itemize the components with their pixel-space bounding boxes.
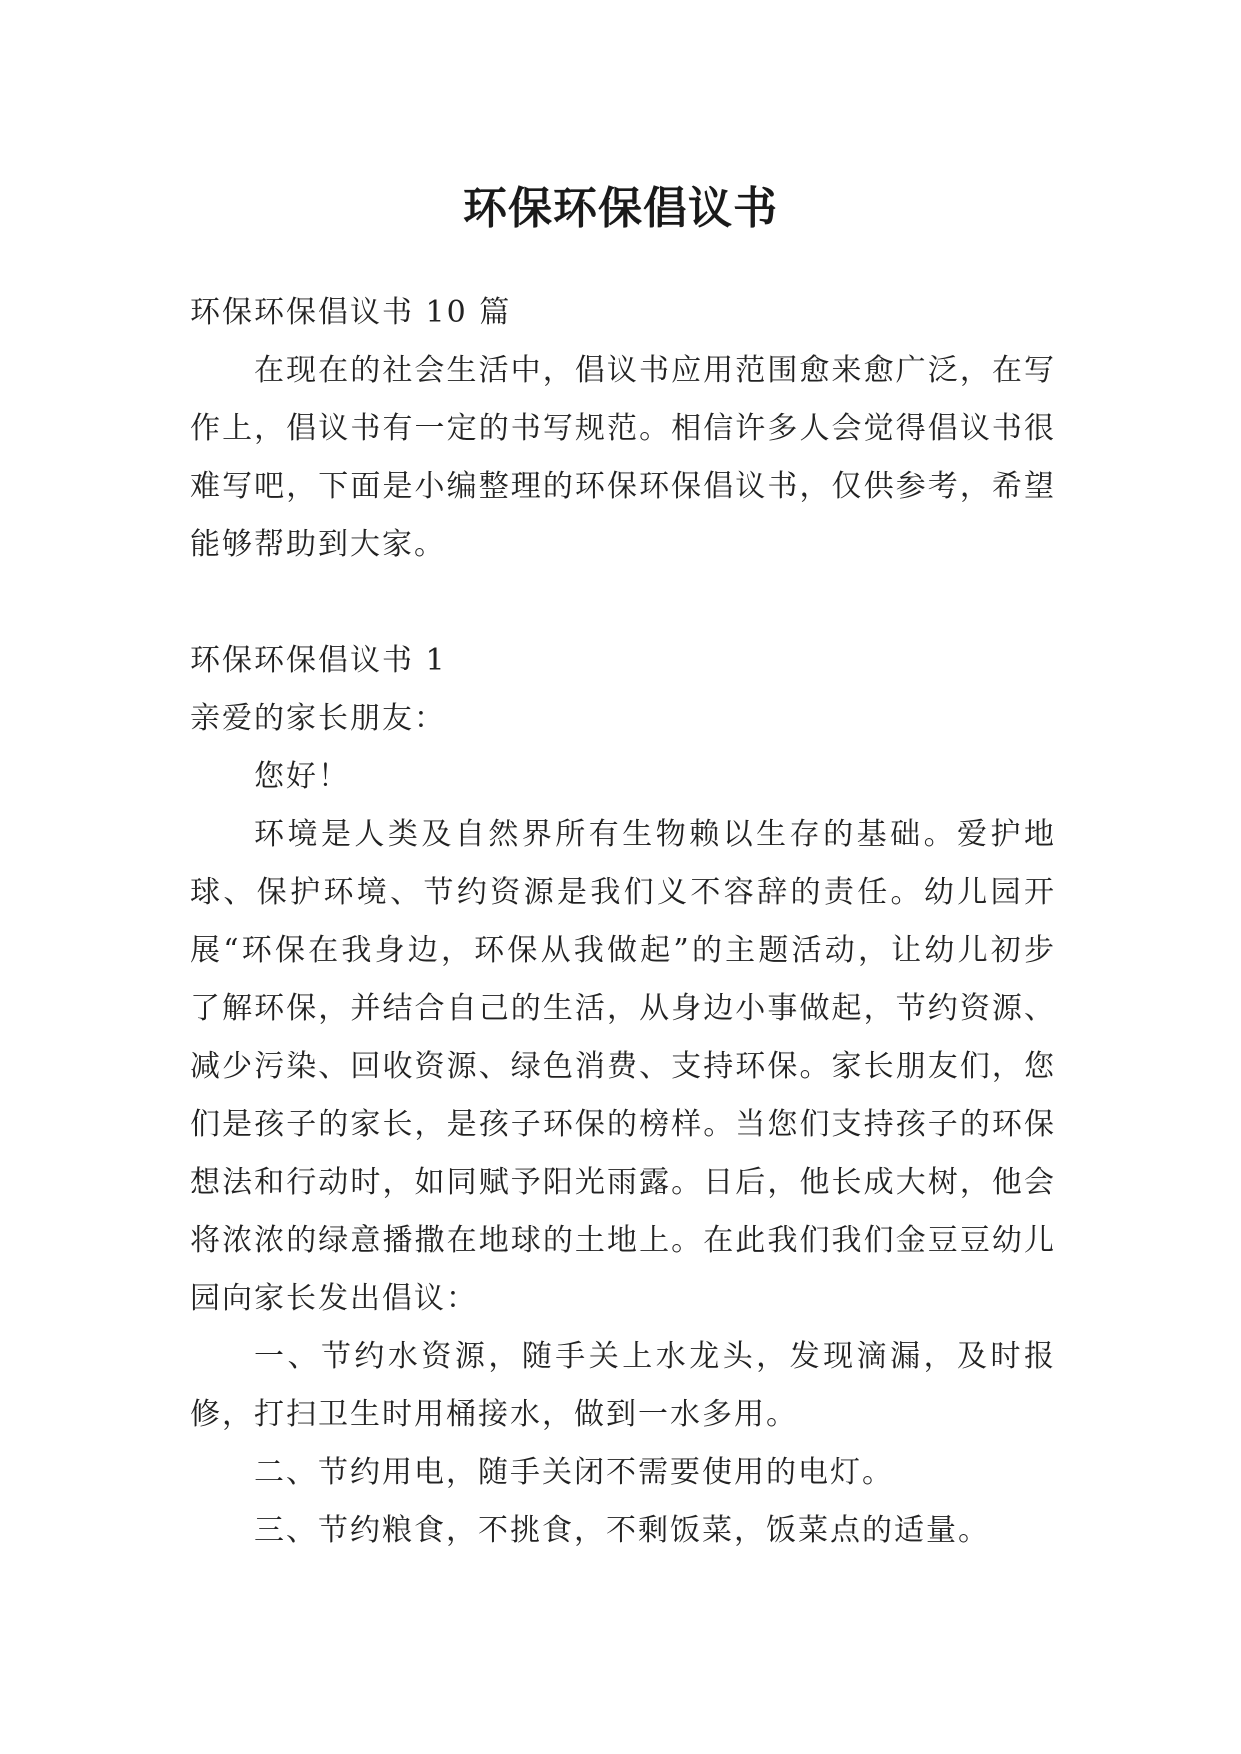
salutation: 亲爱的家长朋友： [190, 701, 446, 736]
collection-subtitle: 环保环保倡议书 10 篇 [190, 295, 512, 330]
proposal-item-2: 二、节约用电，随手关闭不需要使用的电灯。 [254, 1455, 894, 1490]
main-paragraph: 环境是人类及自然界所有生物赖以生存的基础。爱护地球、保护环境、节约资源是我们义不容辞的责任。幼儿园开展“环保在我身边，环保从我做起”的主题活动，让幼儿初步了解环保，并结合自己的生活，从身边小事做起，节约资源、减少污染、回收资源、绿色消费、支持环保。家长朋友们，您们是孩子的家长，是孩子环保的榜样。当您们支持孩子的环保想法和行动时，如同赋予阳光雨露。日后，他长成大树，他会将浓浓的绿意播撒在地球的土地上。在此我们我们金豆豆幼儿园向家长发出倡议： [190, 817, 1056, 1316]
document-body [190, 284, 1056, 1560]
proposal-item-3: 三、节约粮食，不挑食，不剩饭菜，饭菜点的适量。 [254, 1513, 990, 1548]
paragraph-spacer [190, 574, 1056, 632]
greeting: 您好！ [254, 759, 350, 794]
section-heading: 环保环保倡议书 1 [190, 643, 447, 678]
document-title: 环保环保倡议书 [463, 183, 778, 235]
proposal-item-1: 一、节约水资源，随手关上水龙头，发现滴漏，及时报修，打扫卫生时用桶接水，做到一水多用。 [190, 1339, 1056, 1432]
intro-paragraph: 在现在的社会生活中，倡议书应用范围愈来愈广泛，在写作上，倡议书有一定的书写规范。相信许多人会觉得倡议书很难写吧，下面是小编整理的环保环保倡议书，仅供参考，希望能够帮助到大家。 [190, 353, 1056, 562]
